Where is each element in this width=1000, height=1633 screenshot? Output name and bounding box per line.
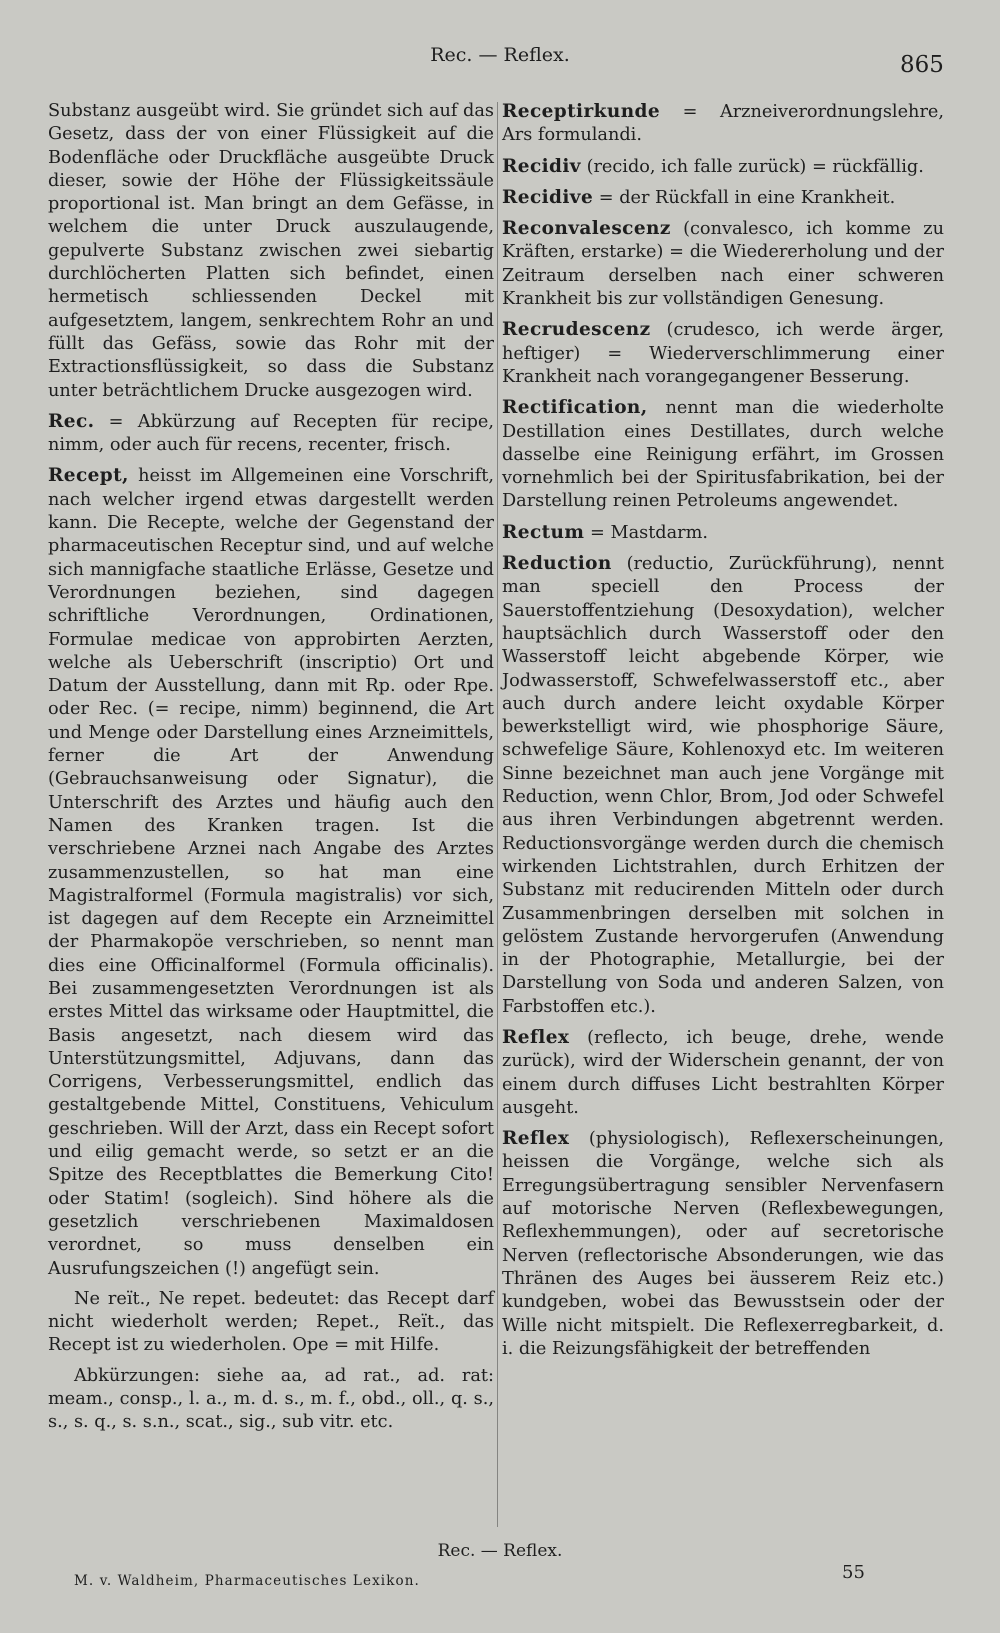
entry-text: (crudesco, ich werde ärger, heftiger) = Wiederverschlimmerung einer Krankheit nach vorangegangener Besserung. — [502, 320, 944, 387]
entry — [48, 100, 494, 403]
entry-receptirkunde — [502, 100, 944, 148]
signature-mark: 55 — [842, 1562, 865, 1583]
entry-text: (reductio, Zurückführung), nennt man speciell den Process der Sauerstoffentziehung (Desoxydation), welcher hauptsächlich durch Wasserstoff oder den Wasserstoff leicht abgebende Körper, wie Jodwasserstoff, Schwefelwasserstoff etc., aber auch durch andere leicht oxydable Körper bewerkstelligt wird, wie phosphorige Säure, schwefelige Säure, Kohlenoxyd etc. Im weiteren Sinne bezeichnet man auch jene Vorgänge mit Reduction, wenn Chlor, Brom, Jod oder Schwefel aus ihren Verbindungen abgetrennt werden. Reductionsvorgänge werden durch die chemisch wirkenden Lichtstrahlen, durch Erhitzen der Substanz mit reducirenden Mitteln oder durch Zusammenbringen derselben mit solchen in gelöstem Zustande hervorgerufen (Anwendung in der Photographie, Metallurgie, bei der Darstellung von Soda und anderen Salzen, von Farbstoffen etc.). — [502, 554, 944, 1017]
running-foot: Rec. — Reflex. — [437, 1541, 563, 1561]
entry-reflex-physiologisch — [502, 1127, 944, 1361]
running-head: Rec. — Reflex. — [430, 44, 570, 66]
headword: Rectification, — [502, 397, 648, 419]
headword: Receptirkunde — [502, 101, 661, 122]
entry-text: nennt man die wiederholte Destillation eines Destillates, durch welche dasselbe eine Reinigung erfährt, im Grossen vornehmlich bei der Spiritusfabrikation, bei der Darstellung reinen Petroleums angewendet. — [502, 398, 944, 512]
entry-recidive — [502, 186, 944, 210]
entry-recrudescenz — [502, 318, 944, 389]
headword: Reduction — [502, 553, 612, 575]
headword: Recept, — [48, 465, 129, 487]
entry-text: Substanz ausgeübt wird. Sie gründet sich auf das Gesetz, dass der von einer Flüssigkeit auf die Bodenfläche oder Druckfläche ausgeübte Druck dieser, sowie der Höhe der Flüssigkeitssäule proportional ist. Man bringt an dem Gefässe, in welchem die unter Druck auszulaugende, gepulverte Substanz zwischen zwei siebartig durchlöcherten Platten sich befindet, einen hermetisch schliessenden Deckel mit aufgesetztem, langem, senkrechtem Rohr an und füllt das Gefäss, sowie das Rohr mit der Extractionsflüssigkeit, so dass die Substanz unter beträchtlichem Drucke ausgezogen wird. — [48, 101, 494, 401]
page-number: 865 — [900, 52, 944, 78]
entry-reflex — [502, 1026, 944, 1120]
entry-abbreviations — [48, 1365, 494, 1435]
entry-text: Ne reït., Ne repet. bedeutet: das Recept darf nicht wiederholt werden; Repet., Reït., das Recept ist zu wiederholen. Ope = mit Hilfe. — [48, 1288, 494, 1356]
entry-recept — [48, 464, 494, 1280]
entry-text: (reflecto, ich beuge, drehe, wende zurück), wird der Widerschein genannt, der von einem durch diffuses Licht bestrahlten Körper ausgeht. — [502, 1027, 944, 1118]
entry-reduction — [502, 552, 944, 1019]
entry-reconvalescenz — [502, 217, 944, 311]
entry-rec — [48, 410, 494, 458]
entry-text: (physiologisch), Reflexerscheinungen, heissen die Vorgänge, welche sich als Erregungsübertragung sensibler Nervenfasern auf motorische Nerven (Reflexbewegungen, Reflexhemmungen), oder auf secretorische Nerven (reflectorische Absonderungen, wie das Thränen des Auges bei äusserem Reiz etc.) kundgeben, wobei das Bewusstsein oder der Wille nicht mitspielt. Die Reflexerregbarkeit, d. i. die Reizungsfähigkeit der betreffenden — [502, 1129, 944, 1359]
entry-text: = Mastdarm. — [584, 522, 709, 543]
entry-recidiv — [502, 155, 944, 179]
entry-text: heisst im Allgemeinen eine Vorschrift, nach welcher irgend etwas dargestellt werden kann. Die Recepte, welche der Gegenstand der pharmaceutischen Receptur sind, und auf welche sich mannigfache staatliche Erlässe, Gesetze und Verordnungen beziehen, sind dagegen schriftliche Verordnungen, Ordinationen, Formulae medicae von approbirten Aerzten, welche als Ueberschrift (inscriptio) Ort und Datum der Ausstellung, dann mit Rp. oder Rpe. oder Rec. (= recipe, nimm) beginnend, die Art und Menge oder Darstellung eines Arzneimittels, ferner die Art der Anwendung (Gebrauchsanweisung oder Signatur), die Unterschrift des Arztes und häufig auch den Namen des Kranken tragen. Ist die verschriebene Arznei nach Angabe des Arztes zusammenzustellen, so hat man eine Magistralformel (Formula magistralis) vor sich, ist dagegen auf dem Recepte ein Arzneimittel der Pharmakopöe verschrieben, so nennt man dies eine Officinalformel (Formula officinalis). Bei zusammengesetzten Verordnungen ist als erstes Mittel das wirksame oder Hauptmittel, die Basis angesetzt, nach diesem wird das Unterstützungsmittel, Adjuvans, dann das Corrigens, Verbesserungsmittel, endlich das gestaltgebende Mittel, Constituens, Vehiculum geschrieben. Will der Arzt, dass ein Recept sofort und eilig gemacht werde, so setzt er an die Spitze des Receptblattes die Bemerkung Cito! oder Statim! (sogleich). Sind höhere als die gesetzlich verschriebenen Maximaldosen verordnet, so muss denselben ein Ausrufungszeichen (!) angefügt sein. — [48, 466, 494, 1279]
entry-rectum — [502, 521, 944, 545]
entry-text: (convalesco, ich komme zu Kräften, erstarke) = die Wiedererholung und der Zeitraum derselben nach einer schweren Krankheit bis zur vollständigen Genesung. — [502, 219, 944, 310]
column-divider — [497, 102, 498, 1527]
entry-text: = Abkürzung auf Recepten für recipe, nimm, oder auch für recens, recenter, frisch. — [48, 411, 494, 456]
entry-text: Abkürzungen: siehe aa, ad rat., ad. rat: meam., consp., l. a., m. d. s., m. f., obd., oll., q. s., s., s. q., s. s.n., scat., sig., sub vitr. etc. — [48, 1365, 494, 1433]
printer-imprint: M. v. Waldheim, Pharmaceutisches Lexikon. — [74, 1573, 420, 1589]
headword: Reconvalescenz — [502, 218, 671, 240]
headword: Recidiv — [502, 155, 581, 177]
headword: Reflex — [502, 1128, 570, 1150]
headword: Recidive — [502, 186, 594, 208]
left-column — [48, 100, 494, 1442]
headword: Rectum — [502, 521, 585, 543]
entry-rectification — [502, 396, 944, 513]
entry-text: = der Rückfall in eine Krankheit. — [593, 187, 896, 208]
entry-text: (recido, ich falle zurück) = rückfällig. — [580, 156, 924, 177]
headword: Recrudescenz — [502, 319, 651, 341]
entry-text: = Arzneiverordnungslehre, Ars formulandi. — [502, 102, 944, 146]
entry-note — [48, 1288, 494, 1358]
headword: Reflex — [502, 1026, 570, 1048]
headword: Rec. — [48, 410, 95, 432]
right-column — [502, 100, 944, 1368]
